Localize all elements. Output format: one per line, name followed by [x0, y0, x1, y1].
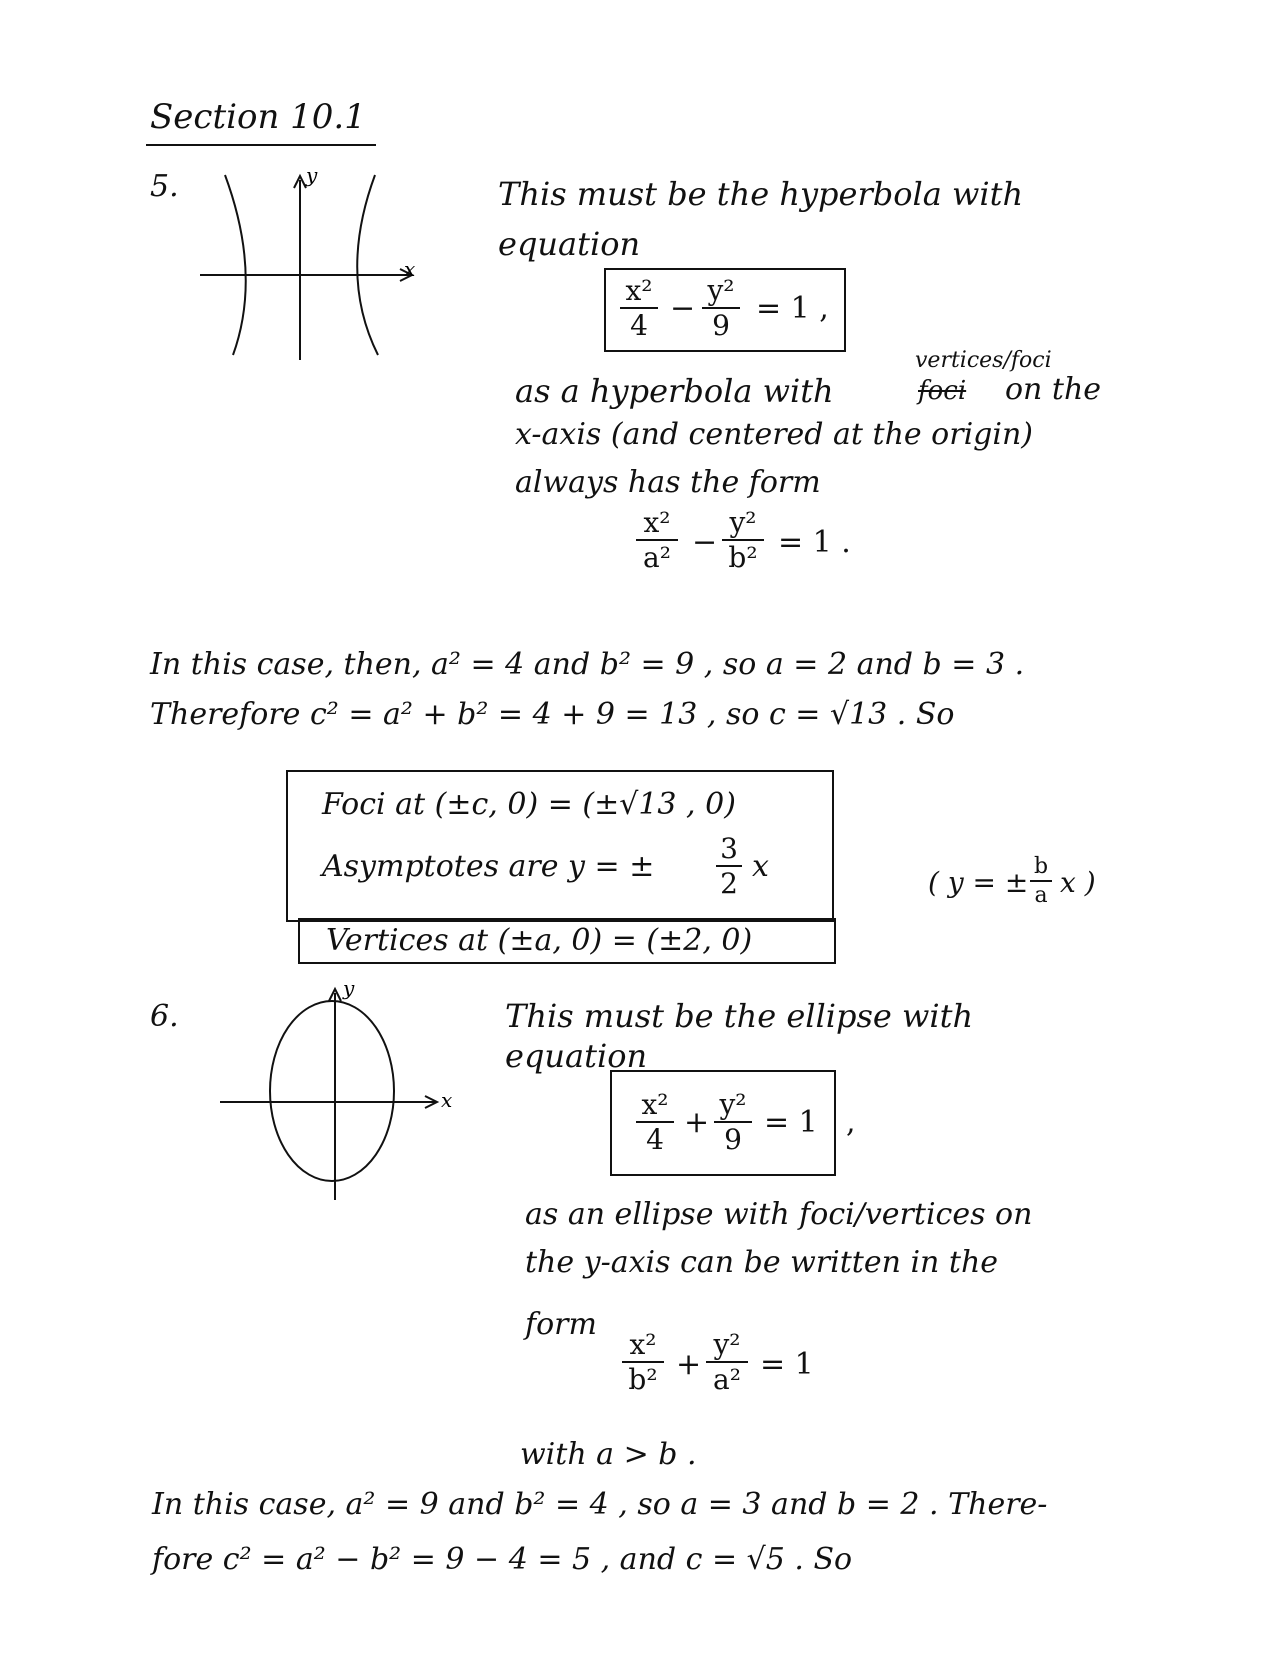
p5-side-note-right: x ) [1060, 866, 1096, 899]
p5-general-num2: y² [729, 506, 757, 539]
hyperbola-left-branch [225, 175, 246, 355]
p6-text-line6: with a > b . [520, 1437, 697, 1472]
hyperbola-right-branch [357, 175, 378, 355]
p5-side-note-left: ( y = ± [928, 866, 1029, 899]
p6-general-den1: b² [628, 1363, 658, 1397]
p5-text-line3b: on the [1005, 372, 1102, 407]
p6-text-line3: as an ellipse with foci/vertices on [525, 1197, 1033, 1232]
p6-text-line2: equation [505, 1037, 648, 1075]
p5-boxed-den2: 9 [712, 309, 730, 343]
p5-boxed-minus: − [670, 291, 696, 326]
p5-general-frac2 [722, 508, 764, 573]
p5-general-equation [636, 508, 876, 588]
p5-foci-answer: Foci at (±c, 0) = (±√13 , 0) [322, 787, 736, 822]
p6-case-line1: In this case, a² = 9 and b² = 4 , so a = 3 and b = 2 . There- [152, 1487, 1048, 1522]
p5-boxed-num2: y² [707, 274, 735, 307]
p6-general-frac2 [706, 1330, 748, 1395]
p5-general-den2: b² [728, 541, 758, 575]
p6-text-line4: the y-axis can be written in the [525, 1245, 999, 1280]
p6-boxed-den1: 4 [646, 1123, 664, 1157]
p6-boxed-num2: y² [719, 1088, 747, 1121]
p5-vertices-answer: Vertices at (±a, 0) = (±2, 0) [326, 923, 753, 958]
p5-asymptotes-label: Asymptotes are y = ± [322, 849, 655, 884]
p6-general-equation [622, 1330, 842, 1410]
p5-boxed-frac2 [702, 276, 740, 341]
p5-case-line1: In this case, then, a² = 4 and b² = 9 , so a = 2 and b = 3 . [150, 647, 1025, 682]
section-title: Section 10.1 [150, 97, 366, 137]
p5-general-den1: a² [643, 541, 671, 575]
ellipse-graph [215, 976, 475, 1225]
p6-general-frac1 [622, 1330, 664, 1395]
p6-boxed-num1: x² [641, 1088, 669, 1121]
p5-side-note-num: b [1033, 854, 1049, 879]
section-title-underline [146, 144, 376, 146]
p6-boxed-rhs: = 1 [764, 1105, 818, 1140]
p5-boxed-num1: x² [625, 274, 653, 307]
p5-text-line3a: as a hyperbola with [515, 372, 834, 410]
p5-text-line5: always has the form [515, 465, 821, 500]
p5-general-frac1 [636, 508, 678, 573]
p5-side-note-den: a [1034, 883, 1048, 909]
y-axis-label: y [343, 976, 355, 1000]
y-axis-label: y [306, 163, 318, 187]
p5-answer-box [286, 770, 834, 922]
p6-boxed-equation [610, 1070, 836, 1176]
p5-asymptotes-num: 3 [720, 832, 738, 865]
ellipse-curve [270, 1001, 394, 1181]
x-axis-label: x [441, 1088, 453, 1112]
p5-side-note [928, 855, 1128, 915]
p5-boxed-equation [604, 268, 846, 352]
p5-side-note-frac [1030, 855, 1052, 907]
p5-case-line2: Therefore c² = a² + b² = 4 + 9 = 13 , so c = √13 . So [150, 697, 955, 732]
p5-asymptotes-den: 2 [720, 867, 738, 901]
p5-general-rhs: = 1 . [778, 525, 851, 560]
p5-text-line2: equation [498, 225, 641, 263]
p5-boxed-rhs: = 1 , [756, 291, 829, 326]
p6-boxed-frac1 [636, 1090, 674, 1155]
problem-6-number: 6. [150, 999, 179, 1034]
p5-general-minus: − [692, 525, 718, 560]
p5-text-line4: x-axis (and centered at the origin) [515, 417, 1033, 452]
p5-boxed-frac1 [620, 276, 658, 341]
p5-general-num1: x² [643, 506, 671, 539]
p6-text-line1: This must be the ellipse with [505, 997, 974, 1035]
p6-general-num1: x² [629, 1328, 657, 1361]
p6-general-num2: y² [713, 1328, 741, 1361]
problem-5-number: 5. [150, 169, 179, 204]
p6-boxed-comma: , [846, 1105, 856, 1140]
p6-boxed-plus: + [684, 1105, 710, 1140]
p5-asymptotes-var: x [752, 849, 769, 884]
hyperbola-graph [200, 163, 460, 400]
p6-general-den2: a² [713, 1363, 741, 1397]
p6-case-line2: fore c² = a² − b² = 9 − 4 = 5 , and c = √5 . So [152, 1542, 853, 1577]
p5-boxed-den1: 4 [630, 309, 648, 343]
p5-annotation-vertices-foci: vertices/foci [915, 348, 1052, 373]
p6-general-rhs: = 1 [760, 1347, 814, 1382]
p5-text-line1: This must be the hyperbola with [498, 175, 1024, 213]
p6-boxed-frac2 [714, 1090, 752, 1155]
p5-asymptotes-frac [716, 834, 742, 899]
p5-struck-foci: foci [918, 376, 967, 406]
x-axis-label: x [404, 257, 416, 281]
p6-general-plus: + [676, 1347, 702, 1382]
p5-vertices-box [298, 918, 836, 964]
p6-boxed-den2: 9 [724, 1123, 742, 1157]
p6-text-line5: form [525, 1307, 597, 1342]
